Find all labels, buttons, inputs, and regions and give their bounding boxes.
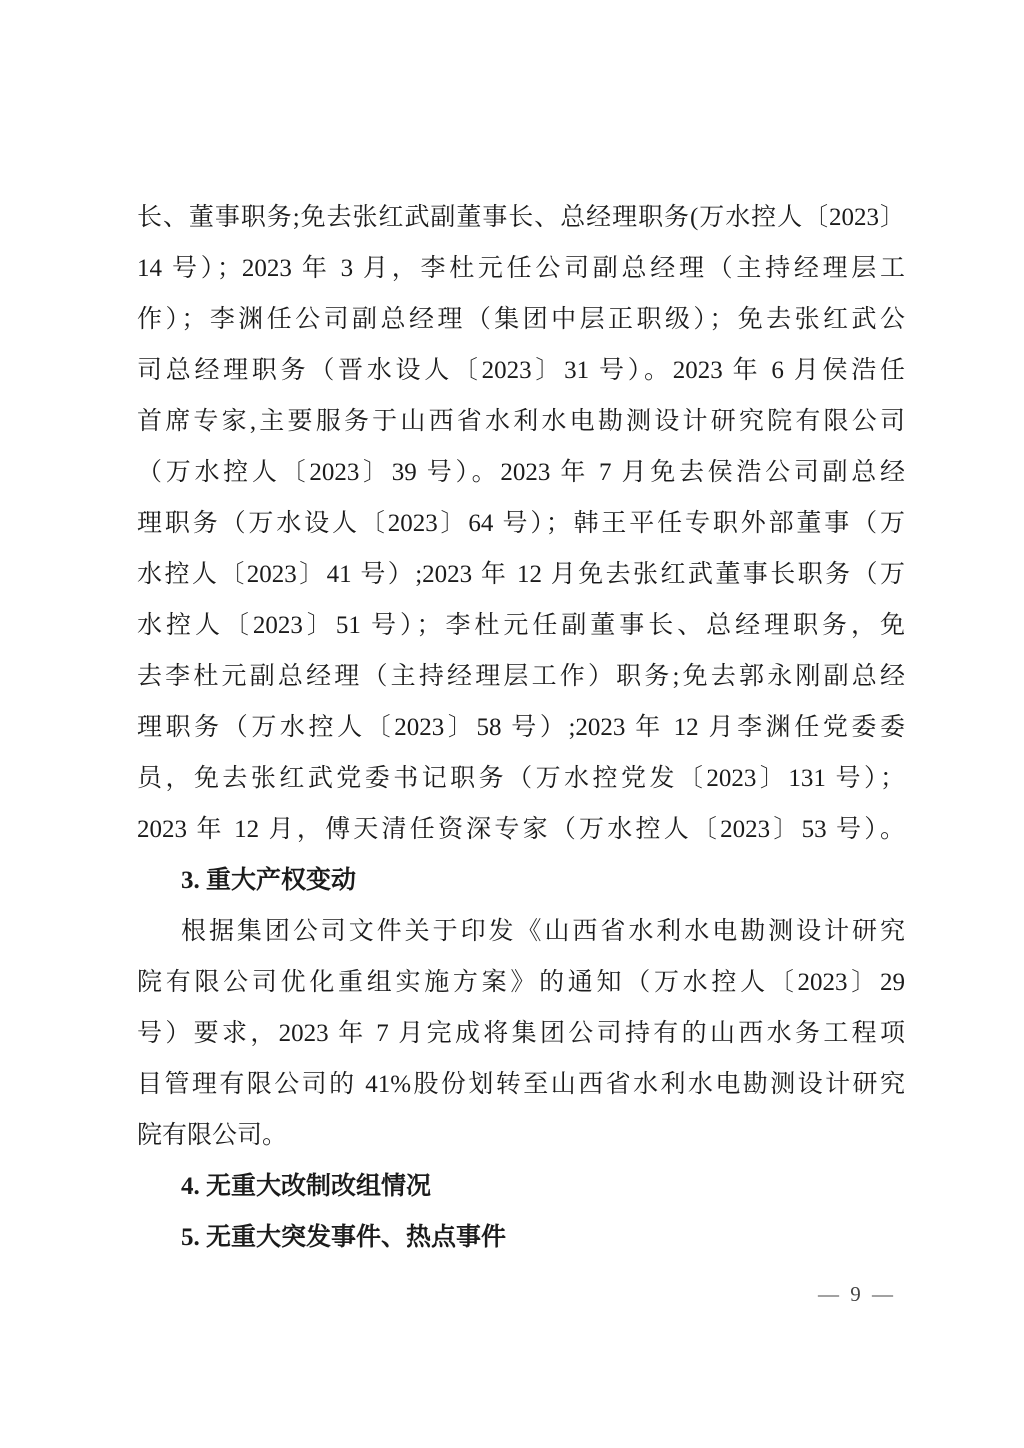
text-line: 去李杜元副总经理（主持经理层工作）职务;免去郭永刚副总经: [137, 663, 905, 690]
text-line: 首席专家,主要服务于山西省水利水电勘测设计研究院有限公司: [137, 408, 905, 435]
section-heading-4: 4. 无重大改制改组情况: [181, 1173, 432, 1200]
text-line: 作）；李渊任公司副总经理（集团中层正职级）；免去张红武公: [137, 306, 905, 333]
text-line: 14 号）；2023 年 3 月，李杜元任公司副总经理（主持经理层工: [137, 255, 905, 282]
text-line: 号）要求，2023 年 7 月完成将集团公司持有的山西水务工程项: [137, 1020, 905, 1047]
text-line: 院有限公司优化重组实施方案》的通知（万水控人〔2023〕29: [137, 969, 905, 996]
text-line: 理职务（万水控人〔2023〕58 号）;2023 年 12 月李渊任党委委: [137, 714, 905, 741]
text-line: 司总经理职务（晋水设人〔2023〕31 号）。2023 年 6 月侯浩任: [137, 357, 905, 384]
text-line: 水控人〔2023〕51 号）；李杜元任副董事长、总经理职务，免: [137, 612, 905, 639]
text-line: （万水控人〔2023〕39 号）。2023 年 7 月免去侯浩公司副总经: [137, 459, 905, 486]
document-body: [137, 192, 905, 1263]
text-line: 院有限公司。: [137, 1122, 288, 1149]
text-line: 长、董事职务;免去张红武副董事长、总经理职务(万水控人〔2023〕: [137, 204, 905, 231]
section-heading-5: 5. 无重大突发事件、热点事件: [181, 1224, 507, 1251]
text-line: 水控人〔2023〕41 号）;2023 年 12 月免去张红武董事长职务（万: [137, 561, 905, 588]
text-line: 目管理有限公司的 41%股份划转至山西省水利水电勘测设计研究: [137, 1071, 905, 1098]
text-line: 员，免去张红武党委书记职务（万水控党发〔2023〕131 号）；: [137, 765, 905, 792]
paragraph-first-line: 根据集团公司文件关于印发《山西省水利水电勘测设计研究: [181, 918, 905, 945]
section-heading-3: 3. 重大产权变动: [181, 867, 357, 894]
page-number: — 9 —: [818, 1282, 896, 1306]
text-line: 理职务（万水设人〔2023〕64 号）；韩王平任专职外部董事（万: [137, 510, 905, 537]
text-line: 2023 年 12 月，傅天清任资深专家（万水控人〔2023〕53 号）。: [137, 816, 905, 843]
